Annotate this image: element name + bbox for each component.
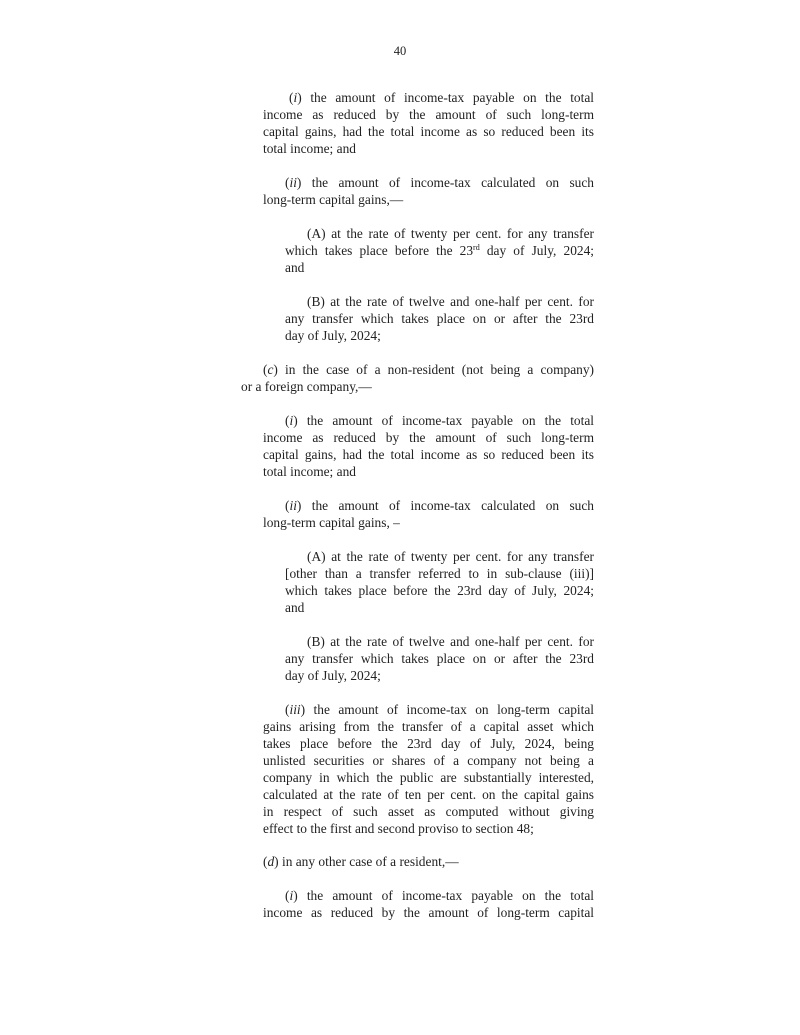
text-line: calculated at the rate of ten per cent. on the capital gains: [263, 787, 594, 802]
clause-ii-paragraph: [263, 174, 594, 208]
text-line: (ii) the amount of income-tax calculated on such: [285, 175, 594, 190]
text-line: unlisted securities or shares of a company not being a: [263, 753, 594, 768]
text-line: which takes place before the 23rd day of July, 2024;: [285, 583, 594, 598]
text-line: [other than a transfer referred to in sub-clause (iii)]: [285, 566, 594, 581]
text-line: (i) the amount of income-tax payable on the total: [285, 888, 594, 903]
text-line: long-term capital gains, –: [263, 515, 400, 530]
text-line: takes place before the 23rd day of July, 2024, being: [263, 736, 594, 751]
text-line: which takes place before the 23rd day of July, 2024;: [285, 243, 594, 258]
clause-i-paragraph: [263, 412, 594, 480]
text-line: any transfer which takes place on or after the 23rd: [285, 651, 594, 666]
sub-clause-a-paragraph: [285, 225, 594, 276]
text-line: (A) at the rate of twenty per cent. for any transfer: [307, 549, 594, 564]
text-line: total income; and: [263, 464, 356, 479]
text-line: capital gains, had the total income as so reduced been its: [263, 124, 594, 139]
text-line: (A) at the rate of twenty per cent. for any transfer: [307, 226, 594, 241]
clause-d-paragraph: [263, 853, 594, 870]
text-line: gains arising from the transfer of a capital asset which: [263, 719, 594, 734]
text-line: (iii) the amount of income-tax on long-term capital: [285, 702, 594, 717]
text-line: day of July, 2024;: [285, 668, 381, 683]
sub-clause-b-paragraph: [285, 293, 594, 344]
text-line: effect to the first and second proviso to section 48;: [263, 821, 534, 836]
text-line: and: [285, 600, 305, 615]
clause-i-paragraph: [263, 89, 594, 157]
clause-i-paragraph: [263, 887, 594, 921]
text-line: (d) in any other case of a resident,—: [263, 854, 459, 869]
clause-c-paragraph: [241, 361, 594, 395]
text-line: total income; and: [263, 141, 356, 156]
text-line: in respect of such asset as computed without giving: [263, 804, 594, 819]
text-line: any transfer which takes place on or after the 23rd: [285, 311, 594, 326]
sub-clause-a-paragraph: [285, 548, 594, 616]
clause-ii-paragraph: [263, 497, 594, 531]
text-line: capital gains, had the total income as so reduced been its: [263, 447, 594, 462]
text-line: income as reduced by the amount of such long-term: [263, 430, 594, 445]
sub-clause-b-paragraph: [285, 633, 594, 684]
text-line: (c) in the case of a non-resident (not being a company): [263, 362, 594, 377]
text-line: income as reduced by the amount of long-term capital: [263, 905, 594, 920]
text-line: (i) the amount of income-tax payable on the total: [285, 413, 594, 428]
text-line: company in which the public are substantially interested,: [263, 770, 594, 785]
text-line: (B) at the rate of twelve and one-half per cent. for: [307, 294, 594, 309]
text-line: long-term capital gains,—: [263, 192, 404, 207]
text-line: day of July, 2024;: [285, 328, 381, 343]
text-line: income as reduced by the amount of such long-term: [263, 107, 594, 122]
ordinal-superscript: rd: [473, 243, 480, 252]
text-line: (B) at the rate of twelve and one-half per cent. for: [307, 634, 594, 649]
text-line: (ii) the amount of income-tax calculated on such: [285, 498, 594, 513]
text-line: or a foreign company,—: [241, 379, 372, 394]
text-line: and: [285, 260, 305, 275]
clause-iii-paragraph: [263, 701, 594, 837]
page-number: 40: [393, 44, 407, 58]
text-line: (i) the amount of income-tax payable on the total: [289, 90, 594, 105]
